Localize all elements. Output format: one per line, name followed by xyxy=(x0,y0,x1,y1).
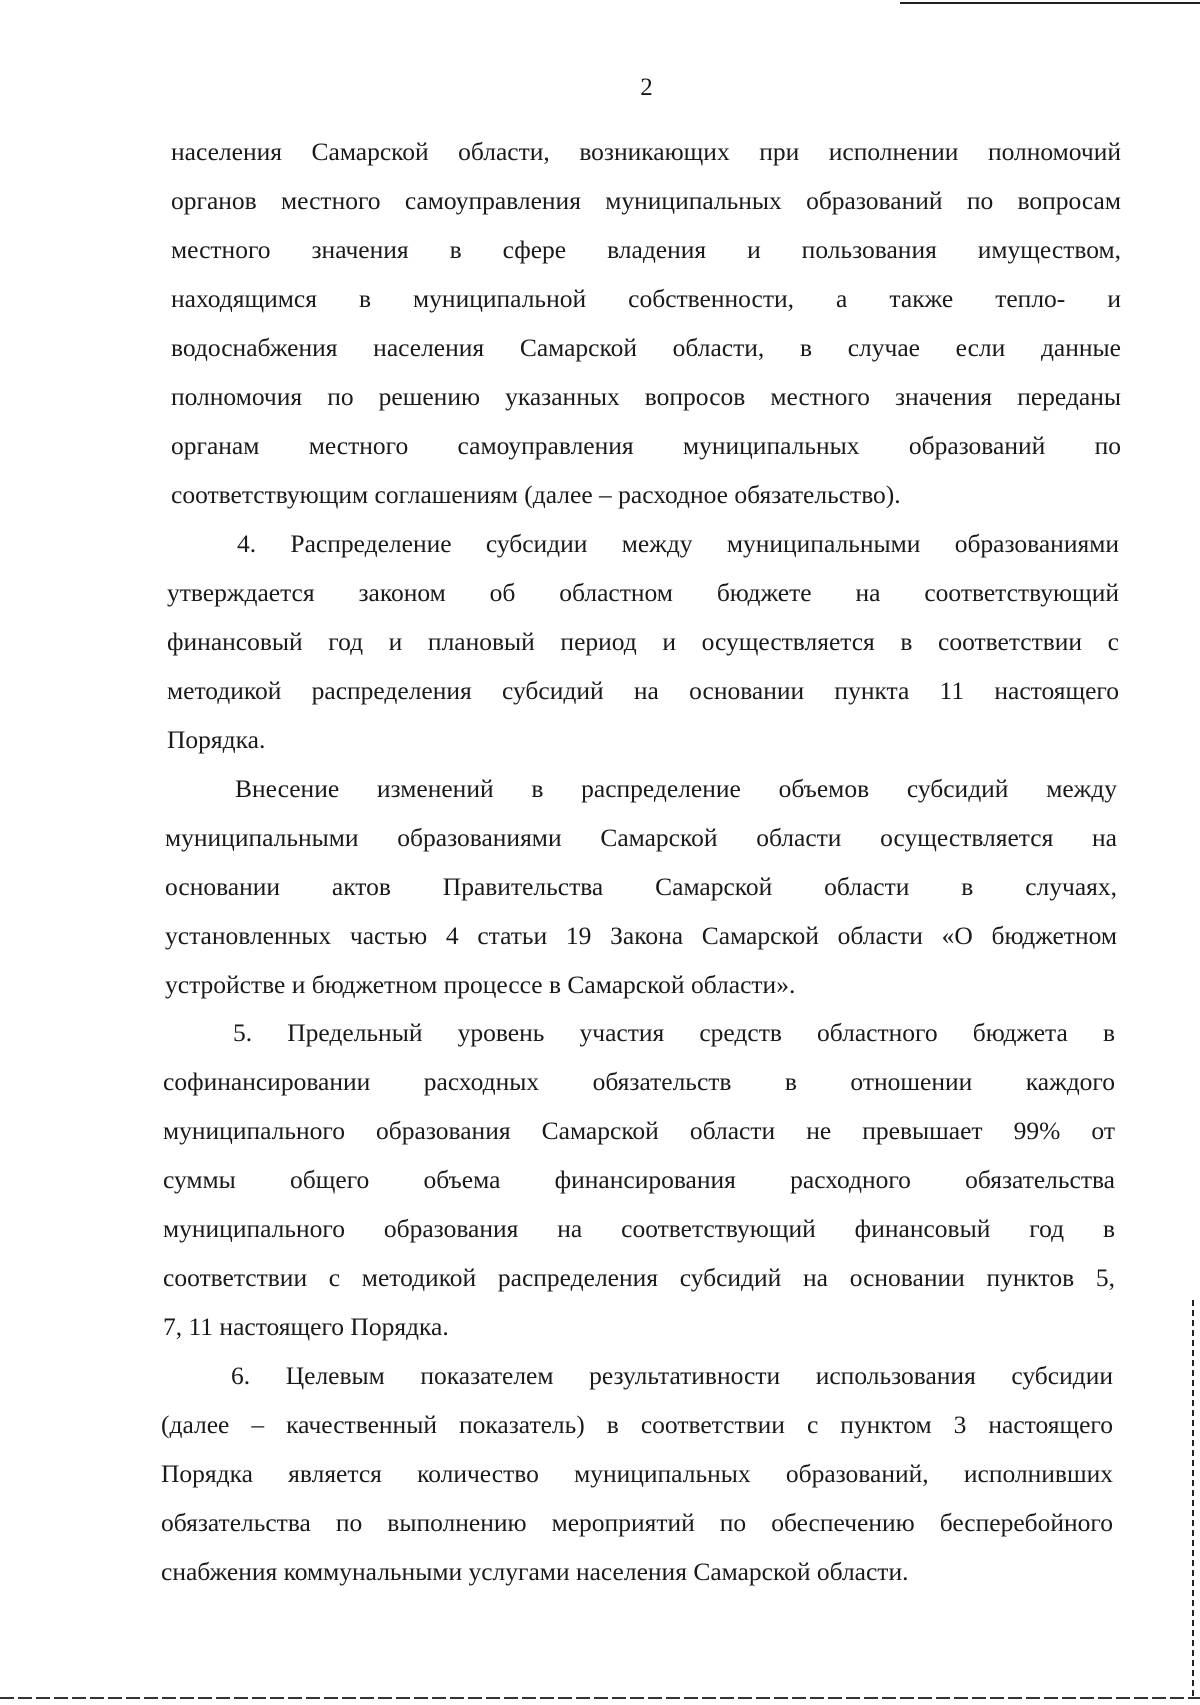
text-line: 4. Распределение субсидии между муниципальными образованиями xyxy=(237,529,1119,558)
text-line: водоснабжения населения Самарской области, в случае если данные xyxy=(171,333,1121,362)
text-line: финансовый год и плановый период и осуществляется в соответствии с xyxy=(167,627,1119,656)
text-line: 7, 11 настоящего Порядка. xyxy=(163,1312,449,1341)
page-number: 2 xyxy=(640,74,653,101)
text-line: (далее – качественный показатель) в соответствии с пунктом 3 настоящего xyxy=(161,1410,1113,1439)
scan-edge-line xyxy=(0,1697,1200,1699)
text-line: органам местного самоуправления муниципальных образований по xyxy=(171,431,1121,460)
paragraph-5 xyxy=(163,1008,1115,1351)
text-line: устройстве и бюджетном процессе в Самарской области». xyxy=(165,970,796,999)
text-line: утверждается законом об областном бюджете на соответствующий xyxy=(167,578,1119,607)
text-line: основании актов Правительства Самарской области в случаях, xyxy=(165,872,1117,901)
text-line: муниципальными образованиями Самарской области осуществляется на xyxy=(165,823,1117,852)
text-line: муниципального образования на соответствующий финансовый год в xyxy=(163,1214,1115,1243)
text-line: местного значения в сфере владения и пользования имуществом, xyxy=(171,235,1121,264)
text-line: населения Самарской области, возникающих при исполнении полномочий xyxy=(171,137,1121,166)
text-line: софинансировании расходных обязательств в отношении каждого xyxy=(163,1067,1115,1096)
scan-edge-line xyxy=(900,2,1200,4)
text-line: обязательства по выполнению мероприятий по обеспечению бесперебойного xyxy=(161,1508,1113,1537)
text-line: органов местного самоуправления муниципальных образований по вопросам xyxy=(171,186,1121,215)
text-line: муниципального образования Самарской области не превышает 99% от xyxy=(163,1116,1115,1145)
scan-edge-line xyxy=(1192,1300,1194,1700)
text-line: снабжения коммунальными услугами населения Самарской области. xyxy=(161,1557,909,1586)
text-line: Внесение изменений в распределение объемов субсидий между xyxy=(235,774,1117,803)
paragraph-continued xyxy=(171,127,1121,519)
text-line: соответствующим соглашениям (далее – расходное обязательство). xyxy=(171,480,901,509)
text-line: 5. Предельный уровень участия средств областного бюджета в xyxy=(233,1018,1115,1047)
paragraph-4-changes xyxy=(165,764,1117,1009)
text-line: Порядка. xyxy=(167,725,266,754)
text-line: полномочия по решению указанных вопросов местного значения переданы xyxy=(171,382,1121,411)
text-line: методикой распределения субсидий на основании пункта 11 настоящего xyxy=(167,676,1119,705)
text-line: суммы общего объема финансирования расходного обязательства xyxy=(163,1165,1115,1194)
text-line: 6. Целевым показателем результативности использования субсидии xyxy=(231,1361,1113,1390)
text-line: находящимся в муниципальной собственности, а также тепло- и xyxy=(171,284,1121,313)
paragraph-6 xyxy=(161,1351,1113,1596)
text-line: Порядка является количество муниципальных образований, исполнивших xyxy=(161,1459,1113,1488)
text-line: соответствии с методикой распределения субсидий на основании пунктов 5, xyxy=(163,1263,1115,1292)
paragraph-4 xyxy=(167,519,1119,764)
text-line: установленных частью 4 статьи 19 Закона Самарской области «О бюджетном xyxy=(165,921,1117,950)
